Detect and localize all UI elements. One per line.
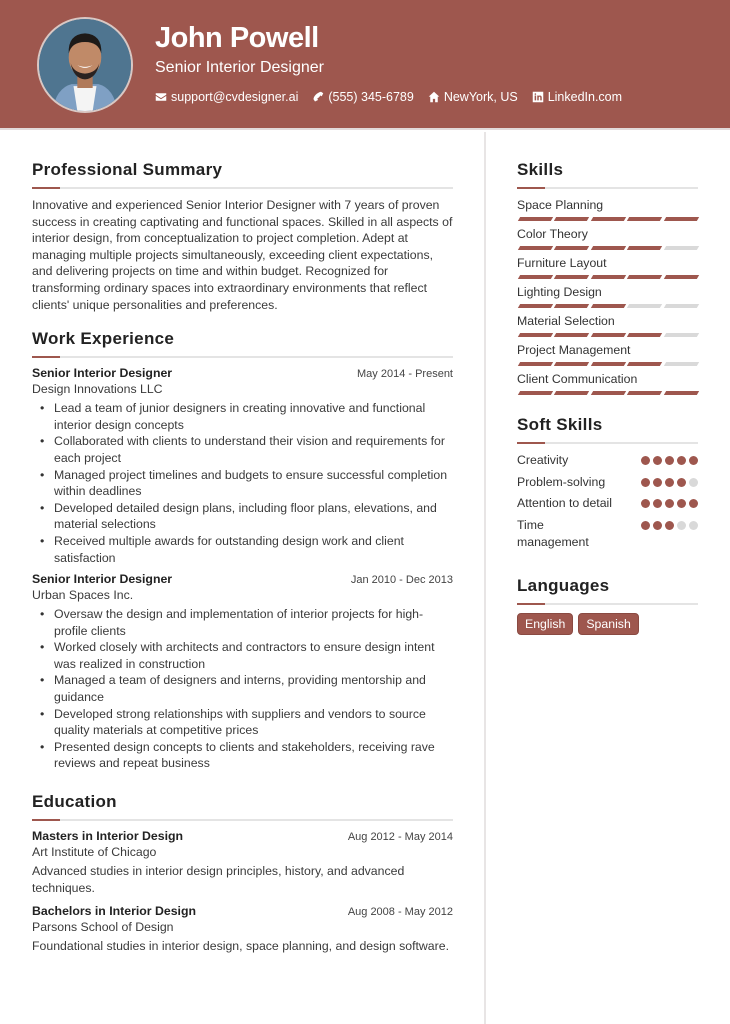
- skill-level-segment: [554, 362, 590, 366]
- job-company: Design Innovations LLC: [32, 382, 163, 397]
- section-rule: [517, 442, 698, 444]
- skills-list: [517, 197, 698, 395]
- rating-dot-icon: [641, 521, 650, 530]
- skill-level-bar: [517, 275, 698, 279]
- soft-skill-item: [517, 474, 698, 492]
- skill-level-segment: [518, 246, 554, 250]
- rating-dot-icon: [653, 456, 662, 465]
- section-title: Education: [32, 792, 117, 812]
- contact-linkedin-text: LinkedIn.com: [547, 90, 623, 104]
- skill-level-segment: [627, 275, 663, 279]
- skill-item: [517, 313, 698, 337]
- skill-level-segment: [591, 275, 627, 279]
- rating-dot-icon: [641, 478, 650, 487]
- skill-item: [517, 226, 698, 250]
- main-column: [32, 160, 453, 963]
- experience-section: [32, 329, 453, 772]
- skill-level-segment: [663, 333, 699, 337]
- job-company: Urban Spaces Inc.: [32, 588, 134, 603]
- soft-skills-section: [517, 415, 698, 552]
- section-rule: [517, 187, 698, 189]
- skill-name: Material Selection: [517, 314, 615, 328]
- skill-level-bar: [517, 362, 698, 366]
- skill-item: [517, 197, 698, 221]
- skill-level-segment: [518, 304, 554, 308]
- skill-name: Project Management: [517, 343, 631, 357]
- rating-dot-icon: [677, 456, 686, 465]
- home-icon: [428, 91, 440, 103]
- skill-level-segment: [591, 391, 627, 395]
- skill-level-segment: [554, 246, 590, 250]
- bullet-item: • Developed detailed design plans, including floor plans, elevations, and material selections: [54, 500, 453, 533]
- summary-text: Innovative and experienced Senior Interior Designer with 7 years of proven success in creating captivating and functional spaces. Skilled in all aspects of interior design, from conceptualization to project completion. Adept at managing multiple projects simultaneously, exceeding client expectations, and delivering projects on time and within budget. Recognized for transforming ordinary spaces into extraordinary environments that reflect clients' unique personalities and preferences.: [32, 198, 453, 312]
- skill-level-bar: [517, 246, 698, 250]
- bullet-item: • Oversaw the design and implementation of interior projects for high-profile clients: [54, 606, 453, 639]
- section-rule: [32, 187, 453, 189]
- soft-skill-item: [517, 452, 698, 470]
- summary-section: [32, 160, 453, 313]
- rating-dot-icon: [677, 478, 686, 487]
- job-date: May 2014 - Present: [357, 368, 453, 381]
- soft-skill-name: Creativity: [517, 453, 569, 467]
- bullet-item: • Lead a team of junior designers in creating innovative and functional interior design concepts: [54, 400, 453, 433]
- skill-level-segment: [663, 246, 699, 250]
- soft-skill-name: Time management: [517, 517, 589, 549]
- resume-header: [0, 0, 730, 130]
- education-date: Aug 2012 - May 2014: [347, 831, 453, 844]
- contact-phone[interactable]: [312, 90, 413, 104]
- skill-level-segment: [663, 391, 699, 395]
- rating-dot-icon: [653, 478, 662, 487]
- education-entry: [32, 904, 453, 955]
- soft-skill-name: Attention to detail: [517, 496, 613, 510]
- languages-section: [517, 576, 698, 635]
- bullet-item: • Collaborated with clients to understand their vision and requirements for each project: [54, 433, 453, 466]
- skill-level-segment: [627, 217, 663, 221]
- skill-level-segment: [518, 362, 554, 366]
- job-role: Senior Interior Designer: [32, 572, 173, 587]
- education-date: Aug 2008 - May 2012: [347, 906, 453, 919]
- skill-name: Space Planning: [517, 198, 604, 212]
- job-bullets: [32, 606, 453, 772]
- skill-level-segment: [591, 246, 627, 250]
- rating-dot-icon: [665, 521, 674, 530]
- job-bullets: [32, 400, 453, 566]
- section-rule: [517, 603, 698, 605]
- skill-level-segment: [518, 275, 554, 279]
- skill-level-segment: [663, 304, 699, 308]
- section-rule: [32, 819, 453, 821]
- bullet-item: • Received multiple awards for outstanding design work and client satisfaction: [54, 533, 453, 566]
- rating-dot-icon: [653, 521, 662, 530]
- rating-dot-icon: [689, 478, 698, 487]
- job-date: Jan 2010 - Dec 2013: [350, 574, 453, 587]
- languages-list: [517, 613, 698, 635]
- language-tag: Spanish: [578, 613, 638, 635]
- section-title: Languages: [517, 575, 610, 595]
- skill-name: Lighting Design: [517, 285, 602, 299]
- skill-level-bar: [517, 333, 698, 337]
- skill-level-segment: [554, 333, 590, 337]
- envelope-icon: [155, 91, 167, 103]
- skills-section: [517, 160, 698, 395]
- skill-level-segment: [627, 391, 663, 395]
- skill-level-segment: [554, 304, 590, 308]
- skill-level-segment: [627, 246, 663, 250]
- rating-dot-icon: [665, 456, 674, 465]
- bullet-item: • Developed strong relationships with suppliers and vendors to source quality materials at competitive prices: [54, 706, 453, 739]
- bullet-item: • Presented design concepts to clients and stakeholders, receiving rave reviews and repeat business: [54, 739, 453, 772]
- rating-dot-icon: [665, 499, 674, 508]
- skill-level-segment: [627, 304, 663, 308]
- soft-skill-name: Problem-solving: [517, 474, 606, 489]
- rating-dot-icon: [677, 521, 686, 530]
- section-title: Work Experience: [32, 329, 175, 349]
- skill-level-segment: [591, 333, 627, 337]
- contact-linkedin[interactable]: [532, 90, 622, 104]
- skill-level-segment: [663, 362, 699, 366]
- skill-level-segment: [554, 275, 590, 279]
- soft-skill-item: [517, 495, 698, 513]
- section-title: Soft Skills: [517, 415, 603, 434]
- contact-list: [155, 90, 622, 104]
- soft-skill-rating: [641, 474, 698, 487]
- skill-level-bar: [517, 217, 698, 221]
- profile-photo: [37, 17, 133, 113]
- education-description: Advanced studies in interior design principles, history, and advanced techniques.: [32, 864, 405, 895]
- soft-skill-rating: [641, 452, 698, 465]
- soft-skill-rating: [641, 517, 698, 530]
- skill-name: Furniture Layout: [517, 256, 607, 270]
- contact-location: [428, 90, 518, 104]
- skill-level-bar: [517, 391, 698, 395]
- rating-dot-icon: [689, 456, 698, 465]
- contact-email[interactable]: [155, 90, 298, 104]
- rating-dot-icon: [677, 499, 686, 508]
- school: Art Institute of Chicago: [32, 845, 157, 860]
- skill-item: [517, 284, 698, 308]
- linkedin-icon: [532, 91, 544, 103]
- skill-level-segment: [627, 333, 663, 337]
- skill-level-segment: [591, 304, 627, 308]
- language-tag: English: [517, 613, 573, 635]
- skill-level-segment: [663, 217, 699, 221]
- contact-email-text: support@cvdesigner.ai: [171, 90, 299, 104]
- rating-dot-icon: [689, 521, 698, 530]
- job-entry: [32, 572, 453, 772]
- education-description: Foundational studies in interior design, space planning, and design software.: [32, 939, 449, 954]
- rating-dot-icon: [641, 499, 650, 508]
- soft-skill-item: [517, 517, 698, 552]
- degree: Masters in Interior Design: [32, 829, 184, 844]
- skill-item: [517, 342, 698, 366]
- job-role: Senior Interior Designer: [32, 366, 173, 381]
- contact-location-text: NewYork, US: [443, 90, 518, 104]
- education-entry: [32, 829, 453, 896]
- bullet-item: • Managed project timelines and budgets to ensure successful completion within deadlines: [54, 467, 453, 500]
- bullet-item: • Managed a team of designers and interns, providing mentorship and guidance: [54, 672, 453, 705]
- skill-name: Client Communication: [517, 372, 638, 386]
- contact-phone-text: (555) 345-6789: [328, 90, 414, 104]
- skill-item: [517, 255, 698, 279]
- section-title: Professional Summary: [32, 160, 223, 179]
- education-section: [32, 792, 453, 955]
- rating-dot-icon: [641, 456, 650, 465]
- degree: Bachelors in Interior Design: [32, 904, 196, 919]
- skill-level-segment: [627, 362, 663, 366]
- skill-level-segment: [591, 362, 627, 366]
- skill-level-segment: [518, 217, 554, 221]
- sidebar-column: [517, 160, 698, 635]
- rating-dot-icon: [689, 499, 698, 508]
- section-rule: [32, 356, 453, 358]
- skill-level-segment: [554, 217, 590, 221]
- skill-level-segment: [663, 275, 699, 279]
- column-divider: [484, 132, 486, 1024]
- skill-level-segment: [591, 217, 627, 221]
- skill-name: Color Theory: [517, 227, 588, 241]
- soft-skill-rating: [641, 495, 698, 508]
- rating-dot-icon: [665, 478, 674, 487]
- skill-level-segment: [518, 333, 554, 337]
- section-title: Skills: [517, 160, 564, 179]
- bullet-item: • Worked closely with architects and contractors to ensure design intent was realized in construction: [54, 639, 453, 672]
- rating-dot-icon: [653, 499, 662, 508]
- skill-level-bar: [517, 304, 698, 308]
- school: Parsons School of Design: [32, 920, 174, 935]
- phone-icon: [312, 91, 324, 103]
- candidate-name: John Powell: [155, 22, 319, 54]
- candidate-title: Senior Interior Designer: [155, 59, 324, 76]
- skill-level-segment: [518, 391, 554, 395]
- job-entry: [32, 366, 453, 566]
- soft-skills-list: [517, 452, 698, 552]
- skill-item: [517, 371, 698, 395]
- skill-level-segment: [554, 391, 590, 395]
- person-avatar-icon: [39, 19, 131, 111]
